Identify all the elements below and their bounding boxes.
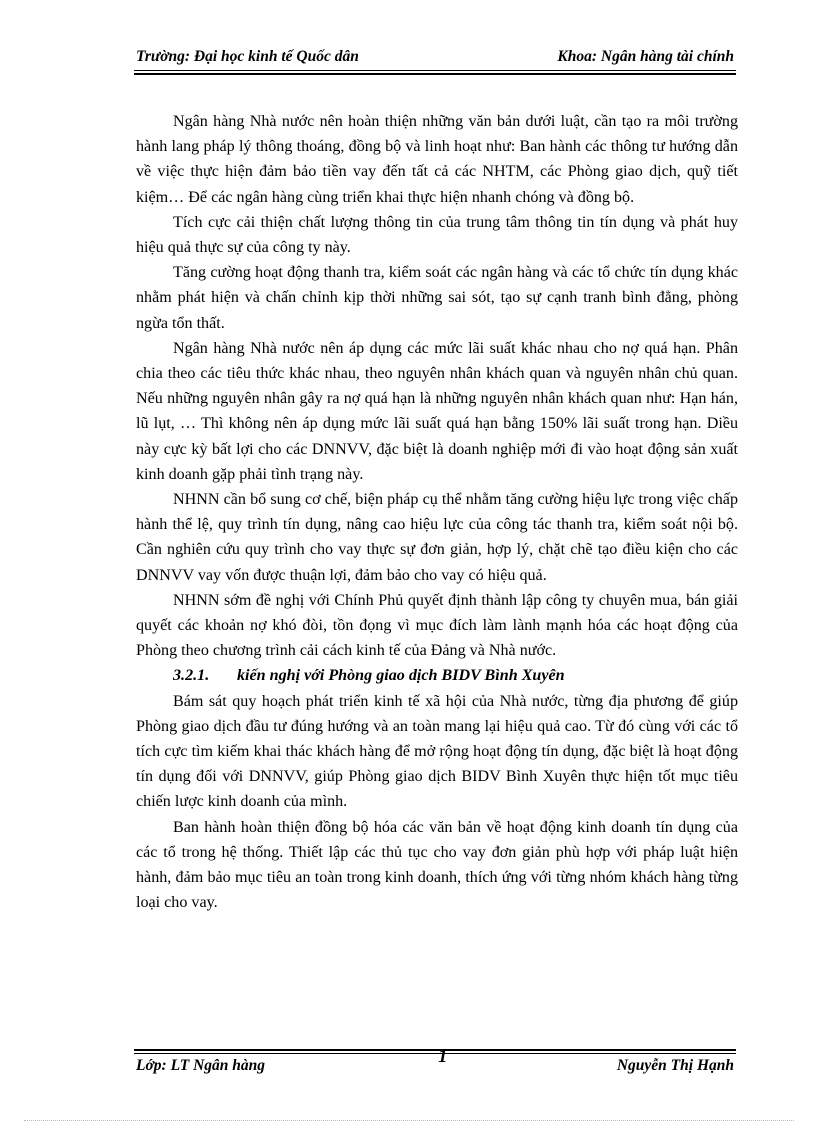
paragraph: Tăng cường hoạt động thanh tra, kiểm soát các ngân hàng và các tổ chức tín dụng khác nhằm phát hiện và chấn chỉnh kịp thời những sai sót, tạo sự cạnh tranh bình đẳng, phòng ngừa tổn thất. xyxy=(136,264,738,332)
header-rule-thick xyxy=(134,73,736,75)
header-faculty: Khoa: Ngân hàng tài chính xyxy=(557,48,734,65)
header-school: Trường: Đại học kinh tế Quốc dân xyxy=(136,48,359,65)
footer-class: Lớp: LT Ngân hàng xyxy=(136,1057,266,1074)
paragraph: Ban hành hoàn thiện đồng bộ hóa các văn bản về hoạt động kinh doanh tín dụng của các tổ trong hệ thống. Thiết lập các thủ tục cho vay đơn giản phù hợp với pháp luật hiện hành, đảm bảo mục tiêu an toàn trong kinh doanh, thích ứng với từng nhóm khách hàng từng loại cho vay. xyxy=(136,818,738,912)
paragraph: Ngân hàng Nhà nước nên áp dụng các mức lãi suất khác nhau cho nợ quá hạn. Phân chia theo các tiêu thức khác nhau, theo nguyên nhân khách quan và nguyên nhân chủ quan. Nếu những nguyên nhân gây ra nợ quá hạn là những nguyên nhân khách quan như: Hạn hán, lũ lụt, … Thì không nên áp dụng mức lãi suất quá hạn bằng 150% lãi suất trong hạn. Diều này cực kỳ bất lợi cho các DNNVV, đặc biệt là doanh nghiệp mới đi vào hoạt động sản xuất kinh doanh gặp phải tình trạng này. xyxy=(136,339,738,483)
page-footer xyxy=(136,1046,734,1080)
paragraph: Bám sát quy hoạch phát triển kinh tế xã hội của Nhà nước, từng địa phương để giúp Phòng giao dịch đầu tư đúng hướng và an toàn mang lại hiệu quả cao. Từ đó cùng với các tổ tích cực tìm kiếm khai thác khách hàng để mở rộng hoạt động tín dụng, đặc biệt là hoạt động tín dụng đối với DNNVV, giúp Phòng giao dịch BIDV Bình Xuyên thực hiện tốt mục tiêu chiến lược kinh doanh của mình. xyxy=(136,692,738,811)
section-number: 3.2.1. xyxy=(173,667,210,685)
paragraph: Tích cực cải thiện chất lượng thông tin của trung tâm thông tin tín dụng và phát huy hiệu quả thực sự của công ty này. xyxy=(136,213,738,257)
page-boundary xyxy=(24,1120,794,1121)
header-rule-thin xyxy=(134,70,736,71)
footer-author: Nguyễn Thị Hạnh xyxy=(616,1057,734,1074)
footer-rule-thick xyxy=(134,1049,736,1051)
paragraph: NHNN cần bổ sung cơ chế, biện pháp cụ thể nhằm tăng cường hiệu lực trong việc chấp hành thể lệ, quy trình tín dụng, nâng cao hiệu lực của công tác thanh tra, kiểm soát nội bộ. Cần nghiên cứu quy trình cho vay thực sự đơn giản, hợp lý, chặt chẽ tạo điều kiện cho các DNNVV vay vốn được thuận lợi, đảm bảo cho vay có hiệu quả. xyxy=(136,491,738,584)
section-title: kiến nghị với Phòng giao dịch BIDV Bình Xuyên xyxy=(237,667,565,685)
paragraph: Ngân hàng Nhà nước nên hoàn thiện những văn bản dưới luật, cần tạo ra môi trường hành lang pháp lý thông thoáng, đồng bộ và linh hoạt như: Ban hành các thông tư hướng dẫn về việc thực hiện đảm bảo tiền vay đến tất cả các NHTM, các Phòng giao dịch, quỹ tiết kiệm… Để các ngân hàng cùng triển khai thực hiện nhanh chóng và đồng bộ. xyxy=(136,113,738,206)
page-header xyxy=(136,46,734,70)
paragraph: NHNN sớm đề nghị với Chính Phủ quyết định thành lập công ty chuyên mua, bán giải quyết các khoản nợ khó đòi, tồn đọng vì mục đích làm lành mạnh hóa các hoạt động của Phòng theo chương trình cải cách kinh tế của Đảng và Nhà nước. xyxy=(136,591,738,660)
page-number: 1 xyxy=(438,1046,448,1067)
section-heading xyxy=(136,663,738,688)
document-body xyxy=(136,109,738,916)
